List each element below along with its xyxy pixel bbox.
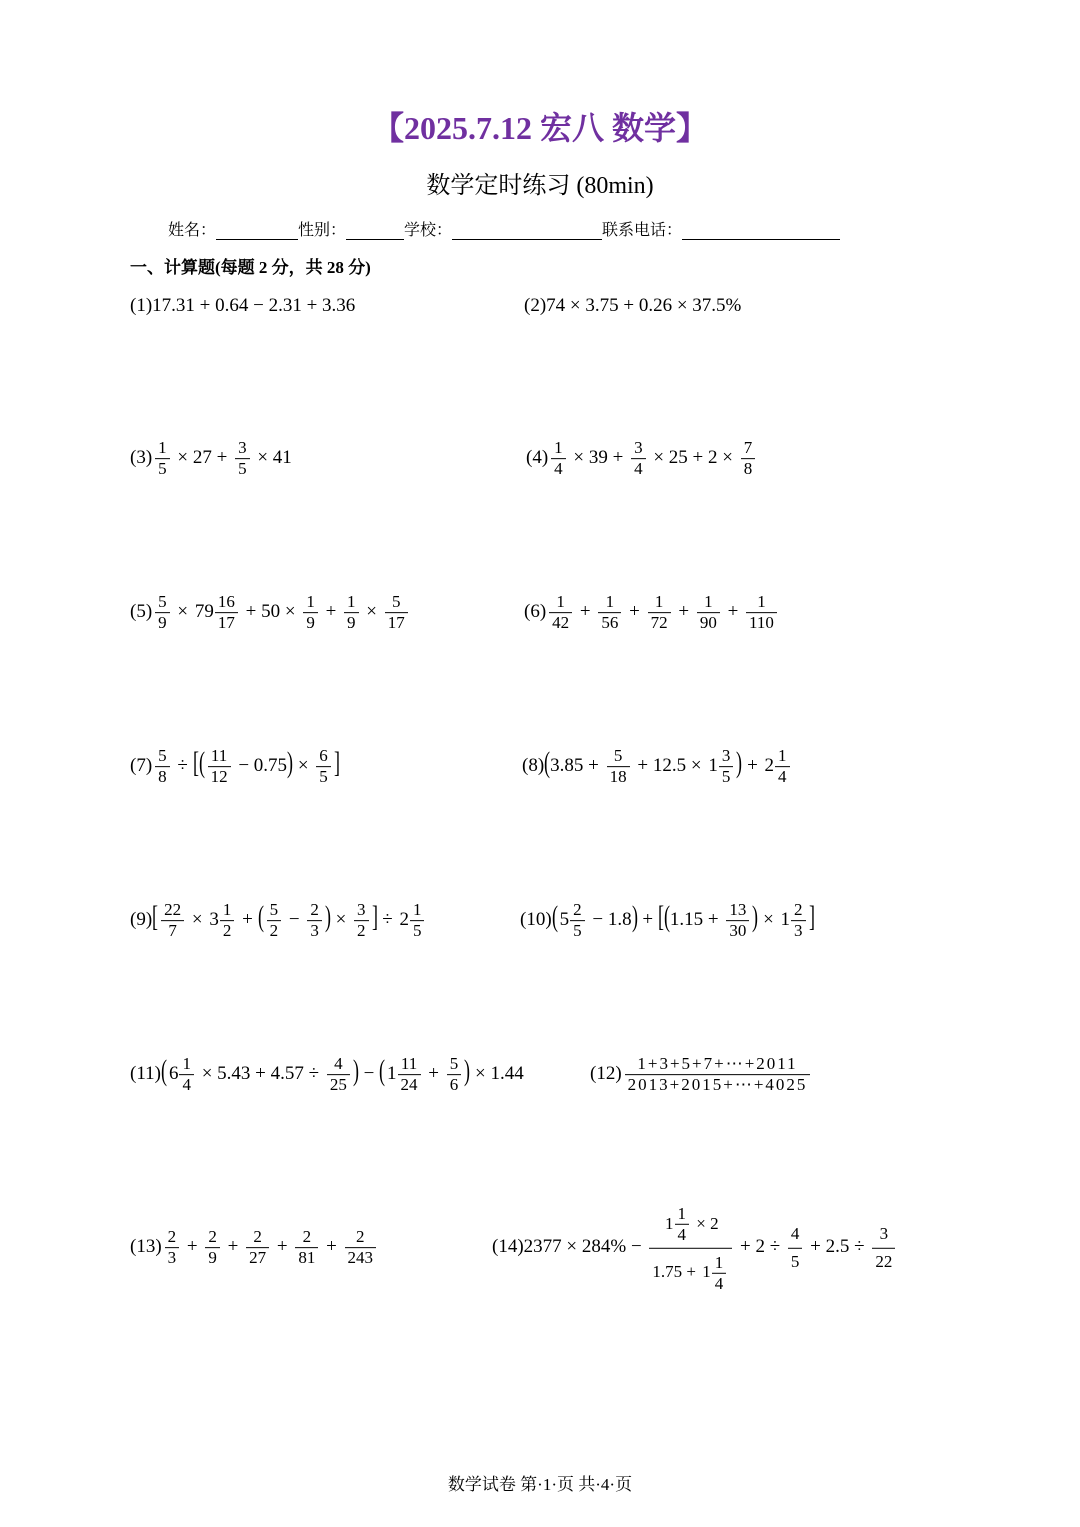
expression-text: + 50 × — [240, 601, 301, 622]
fraction — [785, 1224, 806, 1270]
problem-number: (7) — [130, 755, 153, 776]
bracket: [ — [192, 746, 199, 779]
whole-part: 5 — [559, 909, 570, 930]
numerator: 16 — [215, 593, 238, 613]
problem-number: (6) — [524, 601, 547, 622]
problem-12 — [590, 1054, 813, 1094]
numerator: 1 — [410, 901, 425, 921]
denominator: 9 — [347, 613, 356, 633]
fraction-body — [215, 593, 238, 633]
fraction — [158, 900, 187, 940]
fraction — [444, 1054, 465, 1094]
fraction — [205, 746, 234, 786]
fraction — [622, 1054, 814, 1094]
whole-part: 1 — [780, 909, 791, 930]
student-info-line — [168, 219, 840, 243]
problem-6 — [524, 592, 780, 632]
problem-number: (10) — [520, 909, 552, 930]
expression-text: 3.85 + — [550, 755, 604, 776]
expression-text: × — [758, 909, 779, 930]
fraction-body — [208, 747, 231, 787]
fraction-body — [598, 593, 621, 633]
denominator: 17 — [217, 613, 235, 633]
fraction — [595, 592, 624, 632]
fraction-body — [345, 1228, 377, 1268]
expression-text: ÷ — [377, 909, 398, 930]
problem-4 — [526, 438, 758, 478]
denominator: 9 — [306, 613, 315, 633]
problem-number: (9) — [130, 909, 153, 930]
expression-text: + — [722, 601, 744, 622]
expression-text: 74 × 3.75 + 0.26 × 37.5% — [546, 295, 742, 316]
fraction-body — [648, 593, 671, 633]
denominator: 81 — [298, 1248, 316, 1268]
denominator: 56 — [601, 613, 619, 633]
denominator: 6 — [449, 1075, 459, 1095]
fraction — [324, 1054, 353, 1094]
expression-text: + — [321, 1236, 342, 1257]
denominator: 5 — [573, 921, 582, 941]
denominator: 90 — [699, 613, 717, 633]
denominator: 18 — [609, 767, 627, 787]
fraction — [243, 1227, 272, 1267]
problem-number: (13) — [130, 1236, 162, 1257]
numerator: 1 — [344, 593, 359, 613]
problem-number: (5) — [130, 601, 153, 622]
bracket: ( — [160, 1054, 167, 1087]
problem-14 — [492, 1203, 898, 1291]
denominator: 3 — [794, 921, 803, 941]
numerator: 1 — [746, 593, 777, 613]
numerator: 5 — [267, 901, 282, 921]
denominator: 4 — [554, 459, 563, 479]
numerator: 1 — [675, 1205, 690, 1225]
expression-text: + — [742, 755, 763, 776]
fraction-body — [307, 901, 322, 941]
whole-part: 2 — [764, 755, 775, 776]
mixed-number — [558, 900, 588, 940]
fraction — [152, 592, 173, 632]
fraction-body — [649, 1204, 732, 1292]
numerator: 3 — [235, 439, 250, 459]
bracket: ) — [352, 1054, 359, 1087]
fraction — [162, 1227, 183, 1267]
fraction-body — [385, 593, 408, 633]
numerator: 3 — [872, 1225, 895, 1248]
fraction — [351, 900, 372, 940]
bracket: ( — [198, 746, 205, 779]
fraction — [646, 1203, 735, 1291]
fraction-body — [303, 593, 318, 633]
fraction — [604, 746, 633, 786]
numerator: 1 — [179, 1055, 194, 1075]
expression-text: + — [673, 601, 694, 622]
problem-9 — [130, 900, 427, 940]
school-label: 学校： — [404, 222, 453, 239]
problem-13 — [130, 1227, 379, 1267]
fraction-body — [726, 901, 749, 941]
denominator: 5 — [238, 459, 247, 479]
fraction — [548, 438, 569, 478]
expression-text: + — [637, 909, 658, 930]
fraction-body — [410, 901, 425, 941]
whole-part: 3 — [209, 909, 219, 930]
denominator: 243 — [347, 1248, 374, 1268]
expression-text: 2377 × 284% − — [523, 1236, 647, 1257]
fraction-body — [165, 1228, 180, 1268]
problem-number: (14) — [492, 1236, 524, 1257]
fraction-body — [316, 747, 331, 787]
fraction — [304, 900, 325, 940]
fraction-body — [327, 1055, 350, 1095]
numerator: 2 — [570, 901, 585, 921]
bracket: ( — [551, 900, 558, 933]
denominator: 8 — [743, 459, 753, 479]
fraction — [694, 592, 723, 632]
denominator: 9 — [208, 1248, 217, 1268]
denominator: 2 — [222, 921, 232, 941]
numerator: 3 — [631, 439, 646, 459]
gender-blank — [346, 239, 404, 240]
fraction — [628, 438, 649, 478]
denominator: 8 — [158, 767, 167, 787]
mixed-number — [779, 900, 809, 940]
problem-10 — [520, 900, 815, 940]
bracket: ] — [808, 900, 815, 933]
fraction — [743, 592, 780, 632]
numerator: 1 — [549, 593, 572, 613]
numerator: 5 — [155, 747, 170, 767]
fraction-body — [344, 593, 359, 633]
expression-text: + — [624, 601, 645, 622]
bracket: ) — [324, 900, 331, 933]
problem-number: (3) — [130, 447, 153, 468]
mixed-number — [207, 900, 237, 940]
problem-number: (12) — [590, 1063, 622, 1084]
denominator: 2013+2015+⋯+4025 — [627, 1075, 808, 1095]
bracket: ] — [371, 900, 378, 933]
fraction-body — [872, 1225, 895, 1271]
problem-number: (1) — [130, 295, 153, 316]
fraction — [300, 592, 321, 632]
name-label: 姓名： — [168, 222, 217, 239]
fraction — [232, 438, 253, 478]
fraction — [645, 592, 674, 632]
expression-text: + — [575, 601, 596, 622]
mixed-number — [700, 1253, 729, 1293]
exam-title: 【2025.7.12 宏八 数学】 — [371, 110, 708, 146]
denominator: 5 — [158, 459, 167, 479]
expression-text: × — [187, 909, 208, 930]
numerator: 3 — [354, 901, 369, 921]
expression-text: − — [284, 909, 305, 930]
numerator: 1 — [775, 747, 790, 767]
fraction-body — [625, 1055, 811, 1095]
fraction — [382, 592, 411, 632]
problem-1 — [130, 295, 355, 317]
fraction-body — [235, 439, 250, 479]
fraction — [152, 438, 173, 478]
numerator: 2 — [246, 1228, 269, 1248]
denominator: 4 — [677, 1225, 687, 1245]
bracket: [ — [657, 900, 664, 933]
problem-3 — [130, 438, 292, 478]
denominator: 12 — [210, 767, 228, 787]
fraction-body — [179, 1055, 194, 1095]
gender-label: 性别： — [298, 222, 347, 239]
numerator: 4 — [327, 1055, 350, 1075]
numerator: 1 — [598, 593, 621, 613]
expression-text: 1.75 + — [652, 1262, 701, 1282]
section-heading: 一、计算题(每题 2 分，共 28 分) — [130, 258, 371, 277]
denominator: 3 — [310, 921, 319, 941]
denominator: 17 — [387, 613, 405, 633]
expression-text: × 41 — [252, 447, 292, 468]
numerator: 1+3+5+7+⋯+2011 — [625, 1055, 811, 1075]
fraction-body — [398, 1055, 421, 1095]
fraction — [738, 438, 759, 478]
problem-number: (2) — [524, 295, 547, 316]
fraction-body — [775, 747, 790, 787]
problem-8 — [522, 746, 793, 786]
mixed-number — [763, 746, 793, 786]
fraction-body — [155, 439, 170, 479]
numerator: 22 — [161, 901, 184, 921]
fraction — [723, 900, 752, 940]
bracket: ] — [333, 746, 340, 779]
numerator: 7 — [741, 439, 756, 459]
whole-part: 79 — [194, 601, 214, 622]
bracket: ) — [287, 746, 294, 779]
problem-number: (4) — [526, 447, 549, 468]
fraction — [546, 592, 575, 632]
whole-part: 2 — [399, 909, 409, 930]
denominator: 3 — [167, 1248, 177, 1268]
expression-text: 17.31 + 0.64 − 2.31 + 3.36 — [152, 295, 356, 316]
fraction — [292, 1227, 321, 1267]
bracket: ) — [752, 900, 759, 933]
denominator — [649, 1249, 732, 1293]
denominator: 4 — [714, 1273, 724, 1293]
denominator: 22 — [875, 1251, 893, 1271]
mixed-number — [167, 1054, 197, 1094]
fraction-body — [712, 1254, 727, 1294]
expression-text: + 12.5 × — [632, 755, 707, 776]
denominator: 5 — [721, 767, 731, 787]
expression-text: × 5.43 + 4.57 ÷ — [196, 1063, 324, 1084]
expression-text: + 2 ÷ — [735, 1236, 785, 1257]
problem-2 — [524, 295, 741, 317]
numerator: 4 — [788, 1225, 803, 1248]
bracket: ) — [464, 1054, 471, 1087]
numerator: 3 — [719, 747, 734, 767]
fraction-body — [354, 901, 369, 941]
bracket: ( — [257, 900, 264, 933]
denominator: 4 — [182, 1075, 191, 1095]
fraction-body — [549, 593, 572, 633]
fraction-body — [246, 1228, 269, 1268]
fraction-body — [205, 1228, 220, 1268]
fraction-body — [719, 747, 734, 787]
numerator: 2 — [205, 1228, 220, 1248]
fraction-body — [220, 901, 235, 941]
denominator: 42 — [552, 613, 570, 633]
expression-text: + — [320, 601, 342, 622]
mixed-number — [663, 1204, 692, 1244]
fraction-body — [741, 439, 756, 479]
phone-blank — [682, 239, 840, 240]
expression-text: − 1.8 — [587, 909, 632, 930]
expression-text: × — [172, 601, 193, 622]
expression-text: − 0.75 — [233, 755, 288, 776]
expression-text: × — [330, 909, 352, 930]
denominator: 24 — [400, 1075, 418, 1095]
numerator: 5 — [155, 593, 170, 613]
denominator: 5 — [790, 1251, 800, 1271]
expression-text: + — [272, 1236, 293, 1257]
denominator: 27 — [249, 1248, 267, 1268]
fraction-body — [607, 747, 630, 787]
fraction-body — [155, 593, 170, 633]
numerator: 5 — [447, 1055, 462, 1075]
expression-text: × — [361, 601, 382, 622]
problem-5 — [130, 592, 411, 632]
expression-text: × 1.44 — [470, 1063, 524, 1084]
bracket: ( — [379, 1054, 386, 1087]
fraction-body — [570, 901, 585, 941]
expression-text: × 2 — [692, 1213, 719, 1233]
fraction — [313, 746, 334, 786]
numerator: 6 — [316, 747, 331, 767]
numerator: 2 — [345, 1228, 377, 1248]
problem-11 — [130, 1054, 524, 1094]
fraction — [152, 746, 173, 786]
fraction-body — [267, 901, 282, 941]
bracket: ) — [736, 746, 743, 779]
bracket: ) — [631, 900, 638, 933]
numerator: 11 — [208, 747, 231, 767]
denominator: 9 — [158, 613, 167, 633]
numerator: 1 — [648, 593, 671, 613]
problem-7 — [130, 746, 340, 786]
numerator: 1 — [220, 901, 235, 921]
fraction-body — [697, 593, 720, 633]
fraction — [341, 592, 362, 632]
mixed-number — [397, 900, 427, 940]
denominator: 2 — [269, 921, 279, 941]
problem-number: (11) — [130, 1063, 161, 1084]
bracket: [ — [152, 900, 159, 933]
numerator: 2 — [791, 901, 806, 921]
denominator: 72 — [650, 613, 668, 633]
mixed-number — [193, 592, 241, 632]
fraction-body — [675, 1205, 690, 1245]
fraction — [264, 900, 285, 940]
bracket: ( — [663, 900, 670, 933]
numerator: 5 — [607, 747, 630, 767]
numerator: 1 — [303, 593, 318, 613]
school-blank — [452, 239, 602, 240]
fraction-body — [295, 1228, 318, 1268]
whole-part: 1 — [665, 1213, 674, 1233]
bracket: ( — [544, 746, 551, 779]
denominator: 5 — [412, 921, 422, 941]
whole-part: 6 — [168, 1063, 179, 1084]
mixed-number — [706, 746, 736, 786]
expression-text: × — [293, 755, 314, 776]
fraction-body — [746, 593, 777, 633]
numerator: 1 — [551, 439, 566, 459]
fraction-body — [791, 901, 806, 941]
mixed-number — [385, 1054, 424, 1094]
numerator: 1 — [697, 593, 720, 613]
whole-part: 1 — [387, 1063, 397, 1084]
problem-number: (8) — [522, 755, 545, 776]
exam-subtitle: 数学定时练习 (80min) — [426, 173, 654, 199]
expression-text: + — [237, 909, 258, 930]
denominator: 25 — [329, 1075, 347, 1095]
numerator: 13 — [726, 901, 749, 921]
denominator: 2 — [357, 921, 366, 941]
fraction-body — [155, 747, 170, 787]
name-blank — [216, 239, 298, 240]
numerator: 11 — [398, 1055, 421, 1075]
expression-text: + — [182, 1236, 203, 1257]
numerator: 1 — [712, 1254, 727, 1274]
fraction — [202, 1227, 223, 1267]
denominator: 4 — [778, 767, 787, 787]
denominator: 4 — [634, 459, 643, 479]
fraction-body — [631, 439, 646, 479]
numerator: 1 — [155, 439, 170, 459]
fraction — [869, 1224, 898, 1270]
fraction — [342, 1227, 380, 1267]
page-footer: 数学试卷 第·1·页 共·4·页 — [447, 1475, 633, 1494]
denominator: 5 — [319, 767, 328, 787]
expression-text: × 39 + — [568, 447, 629, 468]
expression-text: + — [222, 1236, 244, 1257]
numerator — [649, 1204, 732, 1249]
denominator: 30 — [729, 921, 747, 941]
expression-text: ÷ — [172, 755, 193, 776]
fraction-body — [788, 1225, 803, 1271]
expression-text: − — [358, 1063, 380, 1084]
expression-text: × 25 + 2 × — [648, 447, 738, 468]
numerator: 5 — [385, 593, 408, 613]
expression-text: + 2.5 ÷ — [805, 1236, 870, 1257]
fraction-body — [447, 1055, 462, 1095]
expression-text: + — [423, 1063, 444, 1084]
numerator: 2 — [307, 901, 322, 921]
phone-label: 联系电话： — [602, 222, 683, 239]
whole-part: 1 — [702, 1262, 711, 1282]
denominator: 110 — [749, 613, 774, 633]
whole-part: 1 — [708, 755, 718, 776]
expression-text: × 27 + — [172, 447, 233, 468]
fraction-body — [161, 901, 184, 941]
numerator: 2 — [165, 1228, 180, 1248]
expression-text: 1.15 + — [669, 909, 724, 930]
fraction-body — [551, 439, 566, 479]
denominator: 7 — [168, 921, 177, 941]
numerator: 2 — [295, 1228, 318, 1248]
